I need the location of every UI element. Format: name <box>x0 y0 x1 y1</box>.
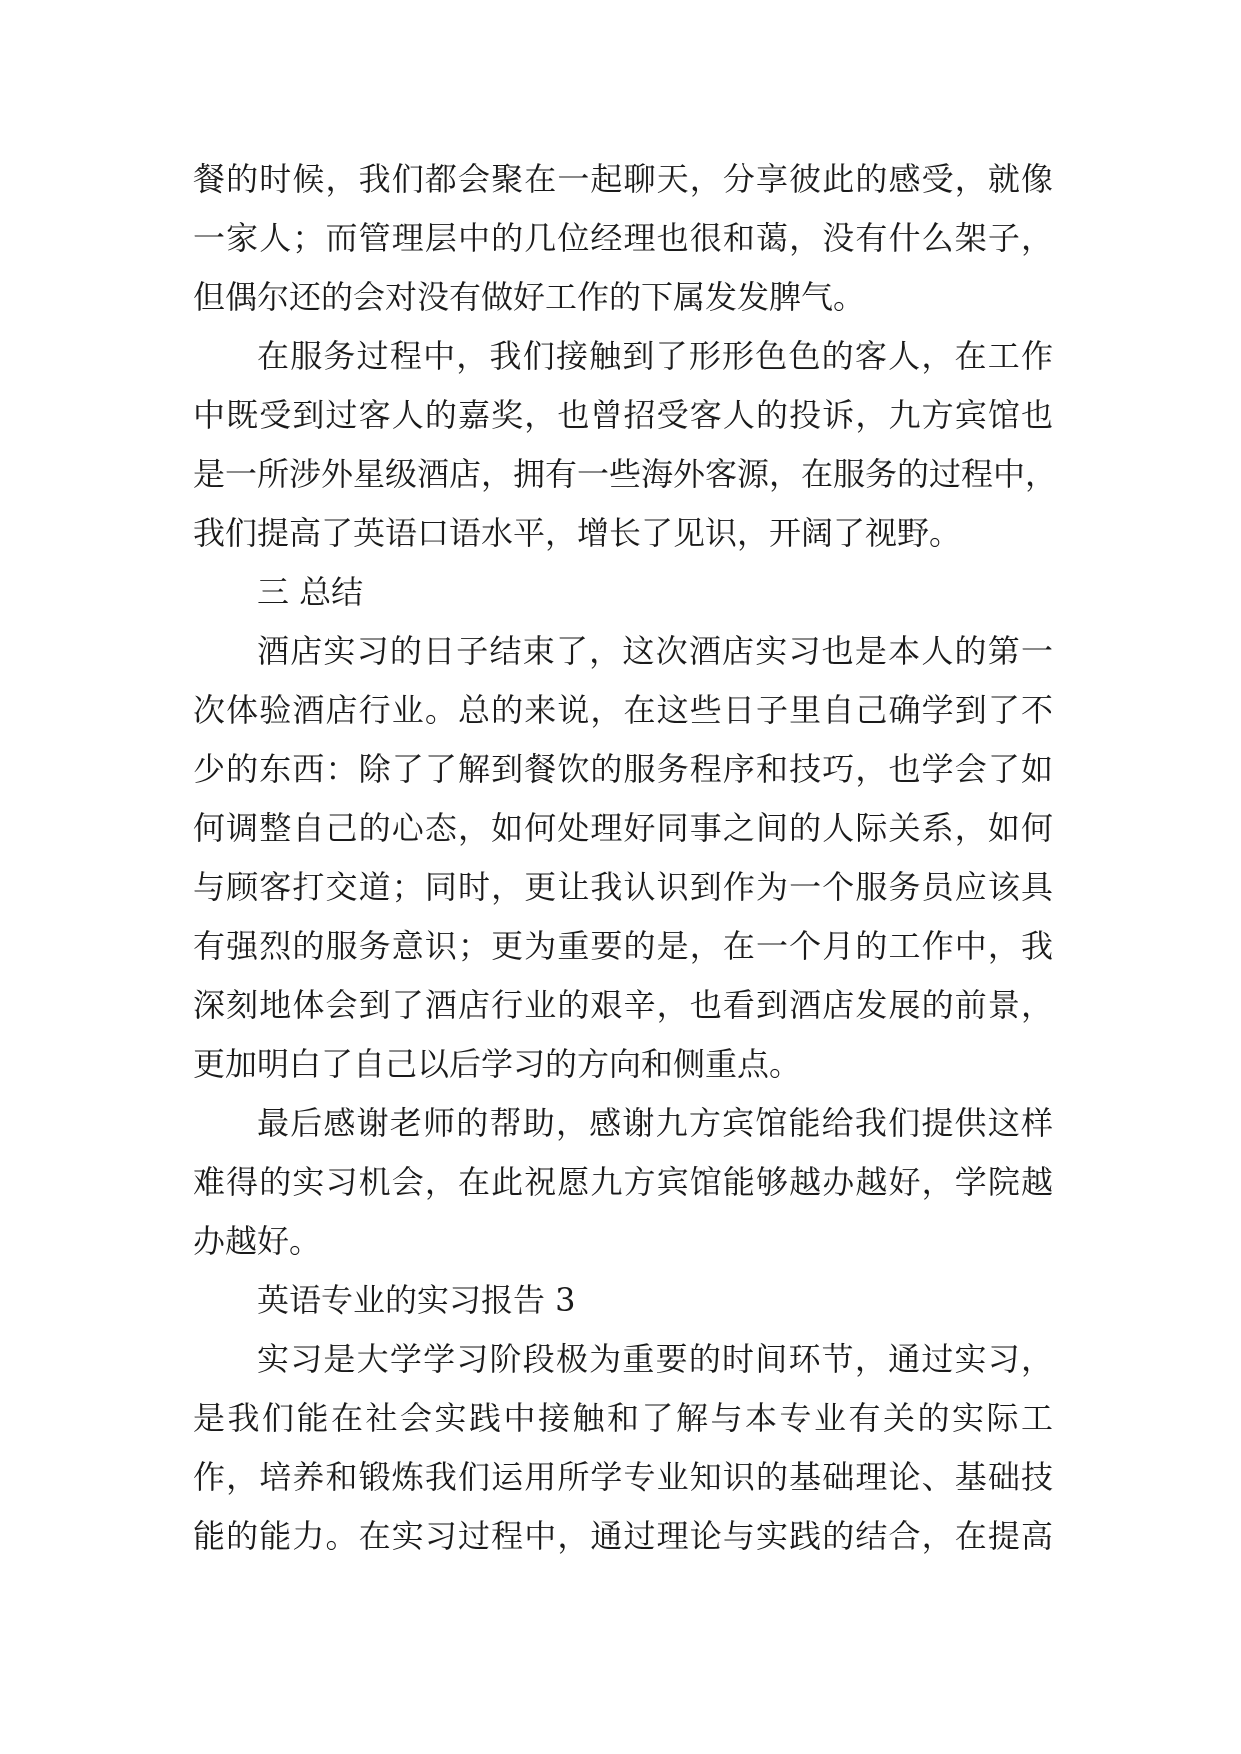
text-line: 是我们能在社会实践中接触和了解与本专业有关的实际工 <box>193 1399 1053 1437</box>
text-line: 一家人；而管理层中的几位经理也很和蔼，没有什么架子， <box>193 219 1053 257</box>
report-title: 英语专业的实习报告 3 <box>257 1281 576 1319</box>
text-line: 是一所涉外星级酒店，拥有一些海外客源，在服务的过程中， <box>193 455 1058 493</box>
text-line: 中既受到过客人的嘉奖，也曾招受客人的投诉，九方宾馆也 <box>193 396 1053 434</box>
text-line: 与顾客打交道；同时，更让我认识到作为一个服务员应该具 <box>193 868 1053 906</box>
text-line: 深刻地体会到了酒店行业的艰辛，也看到酒店发展的前景， <box>193 986 1053 1024</box>
text-line: 少的东西：除了了解到餐饮的服务程序和技巧，也学会了如 <box>193 750 1053 788</box>
text-line: 更加明白了自己以后学习的方向和侧重点。 <box>193 1045 802 1083</box>
text-line: 但偶尔还的会对没有做好工作的下属发发脾气。 <box>193 278 866 316</box>
text-line: 最后感谢老师的帮助，感谢九方宾馆能给我们提供这样 <box>257 1104 1053 1142</box>
text-line: 餐的时候，我们都会聚在一起聊天，分享彼此的感受，就像 <box>193 160 1053 198</box>
text-line: 难得的实习机会，在此祝愿九方宾馆能够越办越好，学院越 <box>193 1163 1053 1201</box>
text-line: 实习是大学学习阶段极为重要的时间环节，通过实习， <box>257 1340 1053 1378</box>
text-line: 有强烈的服务意识；更为重要的是，在一个月的工作中，我 <box>193 927 1053 965</box>
text-line: 能的能力。在实习过程中，通过理论与实践的结合，在提高 <box>193 1517 1053 1555</box>
text-line: 办越好。 <box>193 1222 322 1260</box>
text-line: 次体验酒店行业。总的来说，在这些日子里自己确学到了不 <box>193 691 1053 729</box>
text-line: 我们提高了英语口语水平，增长了见识，开阔了视野。 <box>193 514 962 552</box>
text-line: 酒店实习的日子结束了，这次酒店实习也是本人的第一 <box>257 632 1053 670</box>
body-text <box>193 150 1058 1566</box>
text-line: 在服务过程中，我们接触到了形形色色的客人，在工作 <box>257 337 1053 375</box>
text-line: 作，培养和锻炼我们运用所学专业知识的基础理论、基础技 <box>193 1458 1053 1496</box>
section-heading: 三 总结 <box>257 573 364 611</box>
text-line: 何调整自己的心态，如何处理好同事之间的人际关系，如何 <box>193 809 1053 847</box>
